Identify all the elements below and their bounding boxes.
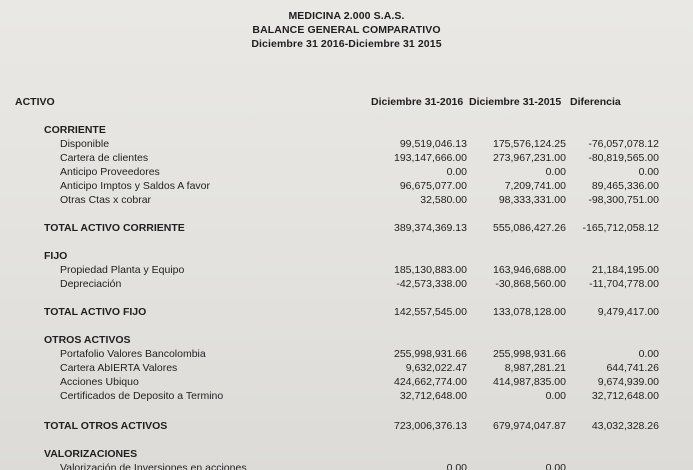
value-2015: 679,974,047.87 [493,420,566,432]
report-period: Diciembre 31 2016-Diciembre 31 2015 [251,38,442,50]
value-2016: 32,580.00 [420,194,467,206]
value-2015: 8,987,281.21 [504,362,566,374]
value-2015: 163,946,688.00 [493,264,566,276]
value-2015: -30,868,560.00 [495,278,566,290]
report-title: BALANCE GENERAL COMPARATIVO [252,24,441,36]
value-2015: 98,333,331.00 [498,194,566,206]
value-diferencia: 0.00 [638,166,659,178]
value-diferencia: 21,184,195.00 [591,264,659,276]
section-heading-activo: ACTIVO [15,96,55,108]
total-row-label: TOTAL ACTIVO FIJO [44,306,147,318]
value-diferencia: -98,300,751.00 [588,194,659,206]
value-diferencia: 9,479,417.00 [597,306,659,318]
group-heading: FIJO [44,250,68,262]
value-diferencia: -165,712,058.12 [582,222,659,234]
value-2015: 555,086,427.26 [493,222,566,234]
value-2016: 96,675,077.00 [399,180,467,192]
line-item-label: Anticipo Proveedores [60,166,160,178]
value-diferencia: 32,712,648.00 [591,390,659,402]
value-2015: 7,209,741.00 [504,180,566,192]
group-heading: CORRIENTE [44,124,106,136]
value-2015: 175,576,124.25 [493,138,566,150]
value-2016: 255,998,931.66 [394,348,467,360]
value-2016: 0.00 [446,166,467,178]
value-2016: 424,662,774.00 [394,376,467,388]
line-item-label: Depreciación [60,278,122,290]
value-2015: 414,987,835.00 [493,376,566,388]
group-heading: OTROS ACTIVOS [44,334,131,346]
total-row-label: TOTAL OTROS ACTIVOS [44,420,168,432]
value-2015: 255,998,931.66 [493,348,566,360]
value-2016: 193,147,666.00 [394,152,467,164]
line-item-label: Certificados de Deposito a Termino [60,390,224,402]
company-name: MEDICINA 2.000 S.A.S. [288,10,405,22]
value-2015: 273,967,231.00 [493,152,566,164]
value-diferencia: 9,674,939.00 [597,376,659,388]
value-diferencia: -76,057,078.12 [588,138,659,150]
value-2016: 185,130,883.00 [394,264,467,276]
value-2015: 0.00 [545,390,566,402]
column-header-2016: Diciembre 31-2016 [371,96,464,108]
value-diferencia: -80,819,565.00 [588,152,659,164]
line-item-label: Otras Ctas x cobrar [60,194,152,206]
value-2016: 389,374,369.13 [394,222,467,234]
line-item-label: Valorización de Inversiones en acciones [60,462,247,470]
line-item-label: Cartera AbIERTA Valores [60,362,178,374]
line-item-label: Portafolio Valores Bancolombia [60,348,206,360]
value-2016: 99,519,046.13 [399,138,467,150]
value-2016: 0.00 [446,462,467,470]
line-item-label: Acciones Ubiquo [60,376,139,388]
value-2016: 723,006,376.13 [394,420,467,432]
value-2015: 133,078,128.00 [493,306,566,318]
group-heading: VALORIZACIONES [44,448,138,460]
total-row-label: TOTAL ACTIVO CORRIENTE [44,222,185,234]
value-diferencia: 89,465,336.00 [591,180,659,192]
value-2016: -42,573,338.00 [396,278,467,290]
column-header-diferencia: Diferencia [570,96,621,108]
line-item-label: Disponible [60,138,110,150]
value-2016: 32,712,648.00 [399,390,467,402]
value-2016: 9,632,022.47 [405,362,467,374]
value-2015: 0.00 [545,462,566,470]
value-diferencia: -11,704,778.00 [589,278,659,290]
line-item-label: Propiedad Planta y Equipo [60,264,185,276]
value-diferencia: 644,741.26 [606,362,659,374]
value-2015: 0.00 [545,166,566,178]
value-2016: 142,557,545.00 [394,306,467,318]
value-diferencia: 43,032,328.26 [591,420,659,432]
value-diferencia: 0.00 [638,348,659,360]
line-item-label: Anticipo Imptos y Saldos A favor [60,180,210,192]
column-header-2015: Diciembre 31-2015 [469,96,562,108]
line-item-label: Cartera de clientes [60,152,149,164]
